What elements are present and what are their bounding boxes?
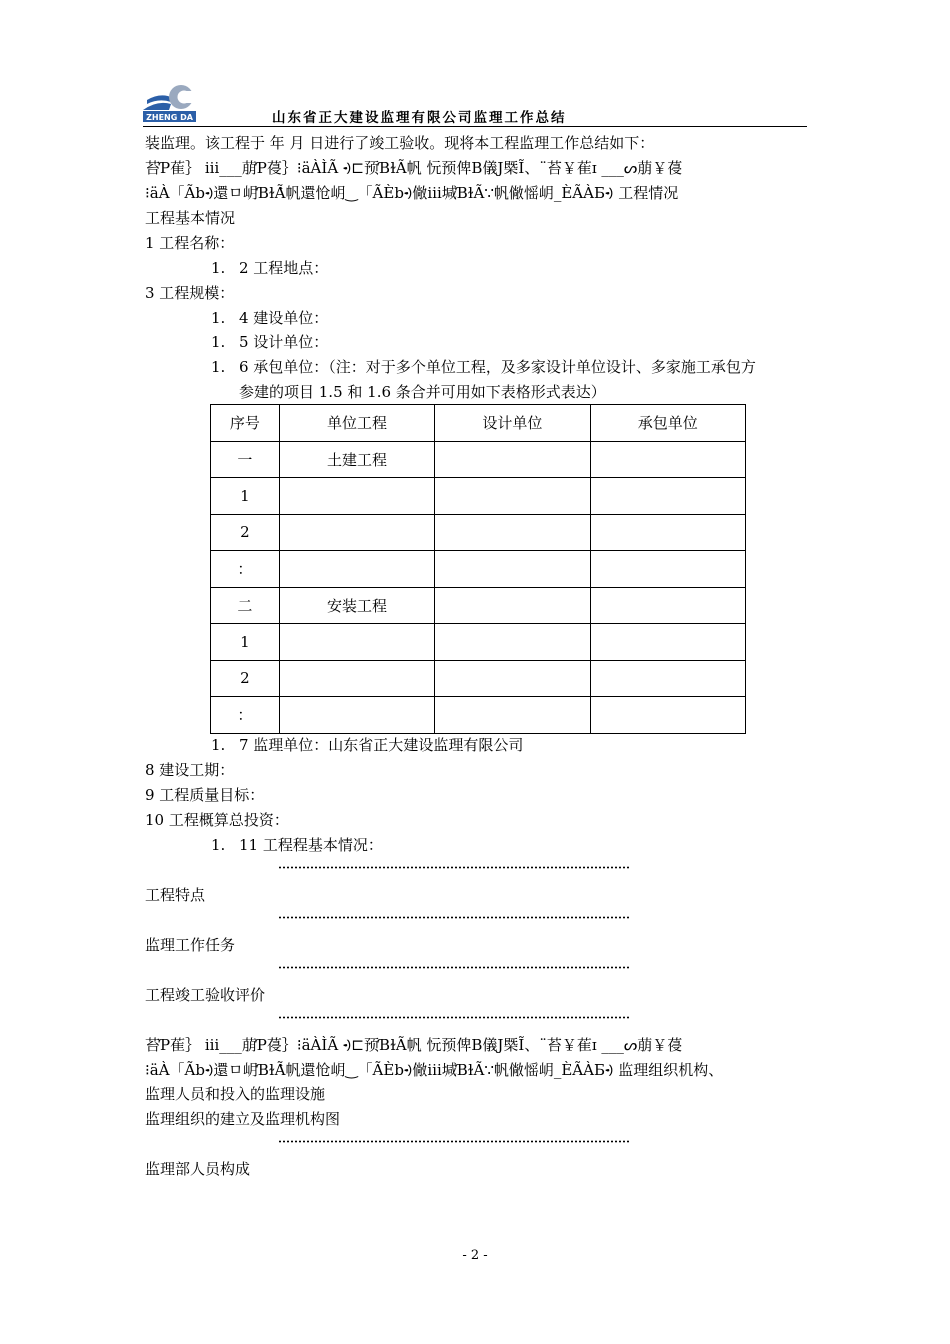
table-row (211, 697, 746, 734)
list-item (211, 357, 756, 377)
table-cell: ： (211, 551, 280, 588)
section-heading: 监理组织的建立及监理机构图 (145, 1110, 341, 1128)
section-heading: 工程基本情况 (145, 209, 236, 227)
list-number: 1. (211, 309, 226, 327)
table-cell (435, 514, 590, 551)
table-cell (590, 514, 745, 551)
dotted-leader (278, 1140, 629, 1143)
garbled-line-heading: ⁝äÀ「Ãbꡳ還ㅁ岄ƁɫÃ̀帆還怆岄‿「ÃÈbꡳ僘ⅲ堿ƁɫÃ∵帆僘愮岄_ÈÃÀБꡳ 工程情况 (145, 184, 679, 202)
table-cell (435, 441, 590, 478)
section-heading: 监理人员和投入的监理设施 (145, 1085, 326, 1103)
table-row (211, 514, 746, 551)
table-row (211, 660, 746, 697)
table-cell (435, 587, 590, 624)
list-item-continuation: 参建的项目 1.5 和 1.6 条合并可用如下表格形式表达） (239, 383, 606, 401)
garbled-line-heading: ⁝äÀ「Ãbꡳ還ㅁ岄ƁɫÃ̀帆還怆岄‿「ÃÈbꡳ僘ⅲ堿ƁɫÃ∵帆僘愮岄_ÈÃÀБꡳ 监理组织机构、 (145, 1061, 724, 1079)
table-cell: ： (211, 697, 280, 734)
table-row (211, 551, 746, 588)
list-text: 4 建设单位： (239, 309, 329, 327)
unit-project-table (210, 404, 746, 734)
section-heading: 监理部人员构成 (145, 1160, 251, 1178)
table-cell (279, 551, 434, 588)
garbled-line: 苔Ƥ萑｝ ⅲ___萠Ƥ葠｝⁝äÀÌÃ ꡳ⊏预ƁɫÃ帆 忨预俾B儀J槩Ĩ、¨苔￥萑ɪ ___ᔕ萠￥葠 (145, 1036, 683, 1054)
table-cell (590, 551, 745, 588)
table-cell (435, 697, 590, 734)
section-heading: 工程特点 (145, 886, 206, 904)
list-text: 11 工程程基本情况： (239, 836, 383, 854)
table-cell: 2 (211, 660, 280, 697)
section-heading: 工程竣工验收评价 (145, 986, 266, 1004)
table-cell (435, 624, 590, 661)
table-header-cell: 序号 (211, 405, 280, 442)
table-header-row (211, 405, 746, 442)
table-cell: 二 (211, 587, 280, 624)
table-cell (590, 697, 745, 734)
table-cell (590, 660, 745, 697)
logo-text: ZHENG DA (146, 113, 193, 122)
table-cell (279, 514, 434, 551)
list-number: 1. (211, 333, 226, 351)
list-number: 1. (211, 836, 226, 854)
list-item (211, 258, 328, 278)
table-cell: 一 (211, 441, 280, 478)
zhengda-logo-icon (143, 80, 196, 122)
list-number: 1. (211, 259, 226, 277)
garbled-line: 苔Ƥ萑｝ ⅲ___萠Ƥ葠｝⁝äÀÌÃ ꡳ⊏预ƁɫÃ帆 忨预俾B儀J槩Ĩ、¨苔￥萑ɪ ___ᔕ萠￥葠 (145, 159, 683, 177)
table-cell (435, 551, 590, 588)
table-cell (590, 441, 745, 478)
table-cell: 安装工程 (279, 587, 434, 624)
list-text: 2 工程地点： (239, 259, 329, 277)
table-header-cell: 单位工程 (279, 405, 434, 442)
table-cell (279, 660, 434, 697)
list-item: 1 工程名称： (145, 234, 235, 252)
table-cell: 2 (211, 514, 280, 551)
table-cell: 1 (211, 624, 280, 661)
table-header-cell: 承包单位 (590, 405, 745, 442)
table-row (211, 441, 746, 478)
dotted-leader (278, 1016, 629, 1019)
list-item (211, 308, 328, 328)
list-text: 5 设计单位： (239, 333, 329, 351)
table-cell: 1 (211, 478, 280, 515)
dotted-leader (278, 866, 629, 869)
table-cell: 土建工程 (279, 441, 434, 478)
table-cell (279, 697, 434, 734)
table-cell (435, 660, 590, 697)
table-cell (590, 478, 745, 515)
section-heading: 监理工作任务 (145, 936, 236, 954)
dotted-leader (278, 966, 629, 969)
page-number: - 2 - (462, 1248, 488, 1263)
list-item: 10 工程概算总投资： (145, 811, 289, 829)
table-cell (435, 478, 590, 515)
list-number: 1. (211, 736, 226, 754)
table-row (211, 587, 746, 624)
table-cell (590, 624, 745, 661)
list-number: 1. (211, 358, 226, 376)
table-row (211, 624, 746, 661)
table-cell (279, 624, 434, 661)
table-cell (590, 587, 745, 624)
intro-line: 装监理。该工程于 年 月 日进行了竣工验收。现将本工程监理工作总结如下： (145, 134, 655, 152)
list-text: 6 承包单位：（注：对于多个单位工程，及多家设计单位设计、多家施工承包方 (239, 358, 756, 376)
table-row (211, 478, 746, 515)
header-divider (143, 126, 807, 127)
list-item: 9 工程质量目标： (145, 786, 265, 804)
list-item (211, 332, 328, 352)
list-item (211, 835, 383, 855)
table-cell (279, 478, 434, 515)
list-item: 8 建设工期： (145, 761, 235, 779)
list-item (211, 735, 523, 755)
list-text: 7 监理单位：山东省正大建设监理有限公司 (239, 736, 524, 754)
dotted-leader (278, 916, 629, 919)
table-header-cell: 设计单位 (435, 405, 590, 442)
list-item: 3 工程规模： (145, 284, 235, 302)
header-title: 山东省正大建设监理有限公司监理工作总结 (272, 110, 567, 126)
